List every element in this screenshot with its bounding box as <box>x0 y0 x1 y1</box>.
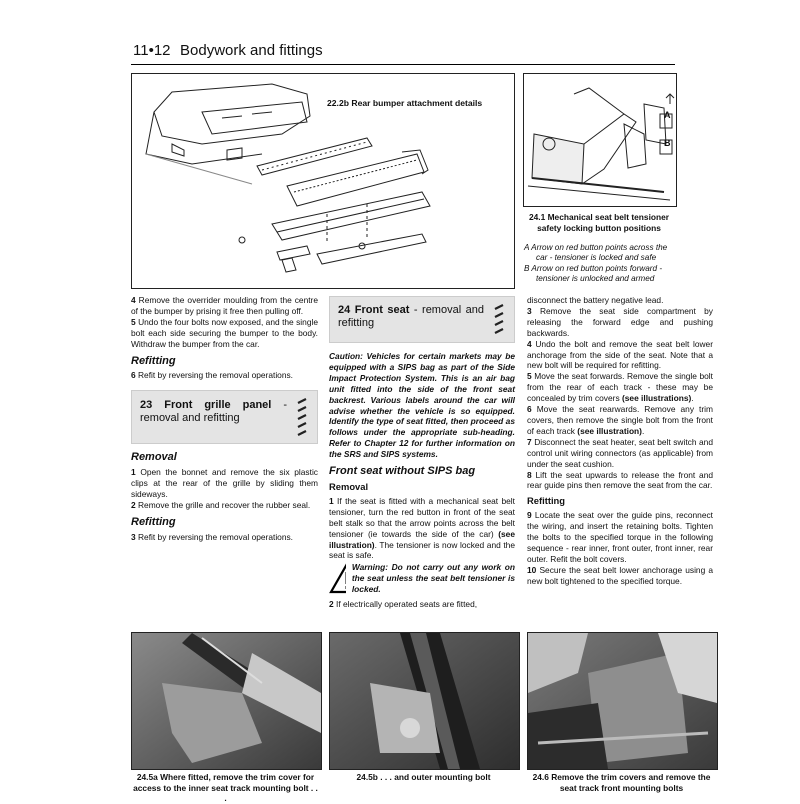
refitting-heading: Refitting <box>131 356 318 367</box>
warning-triangle-icon <box>329 562 346 594</box>
bumper-figure <box>131 73 515 289</box>
tensioner-drawing <box>524 74 676 206</box>
paragraph: 3 Refit by reversing the removal operations. <box>131 532 318 543</box>
section-title: Bodywork and fittings <box>180 42 323 59</box>
paragraph: 6 Refit by reversing the removal operations. <box>131 370 318 381</box>
refitting-heading: Refitting <box>527 496 713 507</box>
paragraph: 5 Move the seat forwards. Remove the single bolt from the rear of each track - these may be concealed by trim covers (see illustrations). <box>527 371 713 404</box>
legend-item-b: B Arrow on red button points forward - tensioner is unlocked and armed <box>524 264 676 285</box>
photo-24-6-image <box>528 633 717 769</box>
tensioner-figure <box>523 73 677 207</box>
paragraph: 1 Open the bonnet and remove the six plastic clips at the rear of the grille by sliding them sideways. <box>131 467 318 500</box>
header-rule <box>131 64 675 65</box>
photo-24-6 <box>527 632 718 770</box>
legend-item-a: A Arrow on red button points across the car - tensioner is locked and safe <box>524 243 676 264</box>
photo-24-5b-image <box>330 633 519 769</box>
caution-note: Caution: Vehicles for certain markets may be equipped with a SIPS bag as part of the Side Impact Protection System. This is an air bag unit fitted into the side of the front seat backrest. Various labels around the car will advise whether the vehicle is so equipped. Identify the type of seat fitted, then proceed as follows under the appropriate sub-heading. Refer to Chapter 12 for further information on the SRS and SIPS systems. <box>329 351 515 460</box>
paragraph: 8 Lift the seat upwards to release the front and rear guide pins then remove the seat from the car. <box>527 470 713 492</box>
paragraph: 5 Undo the four bolts now exposed, and the single bolt each side securing the bumper to the body. Withdraw the bumper from the car. <box>131 317 318 350</box>
page-number: 11•12 <box>133 42 171 59</box>
warning-text: Warning: Do not carry out any work on the seat unless the seat belt tensioner is locked. <box>352 562 515 595</box>
refitting-heading: Refitting <box>131 517 318 528</box>
section-24-box: 24 Front seat - removal and refitting <box>329 296 515 343</box>
wrench-icon <box>295 397 313 437</box>
photo-24-5a <box>131 632 322 770</box>
removal-heading: Removal <box>131 452 318 463</box>
photo-24-5b-caption: 24.5b . . . and outer mounting bolt <box>329 772 518 783</box>
column-1 <box>131 295 318 543</box>
photo-24-5b <box>329 632 520 770</box>
warning-block <box>329 562 515 595</box>
paragraph: 2 Remove the grille and recover the rubber seal. <box>131 500 318 511</box>
photo-24-6-caption: 24.6 Remove the trim covers and remove the seat track front mounting bolts <box>527 772 716 793</box>
tensioner-label-a: A <box>664 110 671 120</box>
tensioner-caption: 24.1 Mechanical seat belt tensioner safety locking button positions <box>523 212 675 233</box>
photo-24-5a-caption: 24.5a Where fitted, remove the trim cover for access to the inner seat track mounting bolt . . . <box>131 772 320 804</box>
column-3 <box>527 295 713 587</box>
subsection-heading: Front seat without SIPS bag <box>329 466 515 477</box>
paragraph: 1 If the seat is fitted with a mechanical seat belt tensioner, turn the red button in front of the seat belt stalk so that the arrow points across the belt tensioner (ie towards the side of the car) (see illustration). The tensioner is now locked and the seat is safe. <box>329 496 515 561</box>
paragraph: 4 Undo the bolt and remove the seat belt lower anchorage from the side of the seat. Note that a new bolt will be required for refitting. <box>527 339 713 372</box>
tensioner-label-b: B <box>664 138 671 148</box>
photo-24-5a-image <box>132 633 321 769</box>
paragraph: 9 Locate the seat over the guide pins, reconnect the wiring, and insert the retaining bolts. Tighten the bolts to the specified torque in the following sequence - rear inner, front outer, front inner, rear outer. Refit the bolt covers. <box>527 510 713 565</box>
section-23-box: 23 Front grille panel - removal and refitting <box>131 390 318 444</box>
paragraph: 2 If electrically operated seats are fitted, <box>329 599 515 610</box>
paragraph: disconnect the battery negative lead. <box>527 295 713 306</box>
paragraph: 7 Disconnect the seat heater, seat belt switch and control unit wiring connectors (as applicable) from under the seat cushion. <box>527 437 713 470</box>
paragraph: 3 Remove the seat side compartment by releasing the forward edge and pushing backwards. <box>527 306 713 339</box>
column-2 <box>329 296 515 610</box>
tensioner-legend <box>524 243 676 285</box>
wrench-icon <box>492 303 510 341</box>
paragraph: 4 Remove the overrider moulding from the centre of the bumper by prising it free then pulling off. <box>131 295 318 317</box>
removal-heading: Removal <box>329 482 515 493</box>
paragraph: 10 Secure the seat belt lower anchorage using a new bolt tightened to the specified torque. <box>527 565 713 587</box>
bumper-figure-caption: 22.2b Rear bumper attachment details <box>327 98 482 108</box>
paragraph: 6 Move the seat rearwards. Remove any trim covers, then remove the single bolt from the front of each track (see illustration). <box>527 404 713 437</box>
